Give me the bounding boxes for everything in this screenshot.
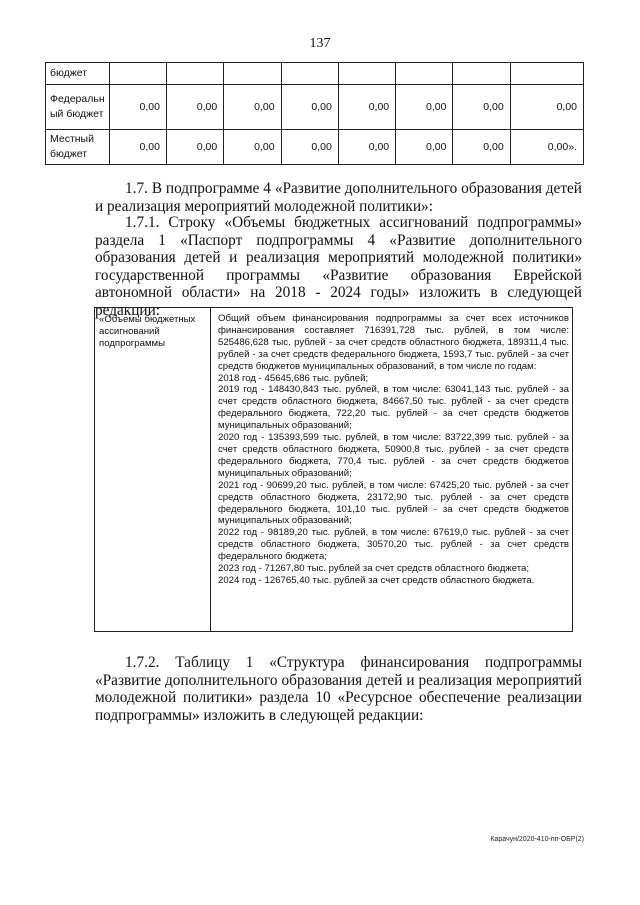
paragraph-1-7-1	[95, 214, 582, 319]
budget-cell: 0,00	[281, 130, 338, 165]
paragraph-1-7-2-text: 1.7.2. Таблицу 1 «Структура финансирования подпрограммы «Развитие дополнительного образования детей и реализация мероприятий молодежной политики» раздела 10 «Ресурсное обеспечение реализации подпрограммы» изложить в следующей редакции:	[95, 654, 582, 724]
passport-entry: 2022 год - 98189,20 тыс. рублей, в том числе: 67619,0 тыс. рублей - за счет средств областного бюджета, 30570,20 тыс. рублей - за счет средств федерального бюджета;	[218, 527, 569, 563]
paragraph-1-7-text: 1.7. В подпрограмме 4 «Развитие дополнительного образования детей и реализация мероприятий молодежной политики»:	[95, 180, 582, 215]
budget-cell	[510, 63, 583, 85]
budget-cell: 0,00	[166, 85, 223, 130]
budget-cell: 0,00	[281, 85, 338, 130]
budget-cell: 0,00	[338, 130, 395, 165]
passport-content	[214, 308, 572, 631]
budget-cell: 0,00	[396, 85, 453, 130]
passport-entry: 2018 год - 45645,686 тыс. рублей;	[218, 372, 369, 384]
budget-row-label: Местный бюджет	[46, 130, 110, 165]
budget-cell: 0,00	[224, 130, 281, 165]
budget-row	[46, 130, 584, 165]
budget-cell	[396, 63, 453, 85]
budget-cell	[281, 63, 338, 85]
budget-cell: 0,00	[396, 130, 453, 165]
passport-entry: 2021 год - 90699,20 тыс. рублей, в том числе: 67425,20 тыс. рублей - за счет средств областного бюджета, 23172,90 тыс. рублей - за счет средств федерального бюджета, 101,10 тыс. рублей - за счет средств бюджетов муниципальных образований;	[218, 479, 569, 527]
document-code: Карачун/2020-410-пп-ОБР(2)	[490, 836, 584, 843]
budget-table	[45, 62, 584, 165]
paragraph-1-7-1-text: 1.7.1. Строку «Объемы бюджетных ассигнований подпрограммы» раздела 1 «Паспорт подпрограммы 4 «Развитие дополнительного образования детей и реализация мероприятий молодежной политики» государственной программы «Развитие образования Еврейской автономной области» на 2018 - 2024 годы» изложить в следующей редакции:	[95, 214, 582, 319]
budget-row-label: бюджет	[46, 63, 110, 85]
paragraph-1-7	[95, 180, 582, 215]
budget-row	[46, 85, 584, 130]
passport-entry: Общий объем финансирования подпрограммы за счет всех источников финансирования составляет 716391,728 тыс. рублей, в том числе: 525486,628 тыс. рублей - за счет средств областного бюджета, 189311,4 тыс. рублей - за счет средств федерального бюджета, 1593,7 тыс. рублей - за счет средств бюджетов муниципальных образований, в том числе по годам:	[218, 313, 569, 372]
passport-entry: 2024 год - 126765,40 тыс. рублей за счет средств областного бюджета.	[218, 574, 535, 586]
budget-cell	[166, 63, 223, 85]
budget-row-label: Федеральн ый бюджет	[46, 85, 110, 130]
passport-table	[94, 307, 573, 632]
budget-cell: 0,00	[453, 130, 510, 165]
budget-cell: 0,00».	[510, 130, 583, 165]
budget-cell: 0,00	[109, 130, 166, 165]
budget-cell: 0,00	[338, 85, 395, 130]
budget-cell: 0,00	[224, 85, 281, 130]
page-number: 137	[309, 36, 331, 51]
passport-entry: 2020 год - 135393,599 тыс. рублей, в том числе: 83722,399 тыс. рублей - за счет средств областного бюджета, 50900,8 тыс. рублей - за счет средств федерального бюджета, 770,4 тыс. рублей - за счет средств бюджетов муниципальных образований;	[218, 432, 569, 479]
budget-cell: 0,00	[510, 85, 583, 130]
budget-cell: 0,00	[453, 85, 510, 130]
budget-row	[46, 63, 584, 85]
passport-entry: 2019 год - 148430,843 тыс. рублей, в том числе: 63041,143 тыс. рублей - за счет средств областного бюджета, 84667,50 тыс. рублей - за счет средств федерального бюджета, 722,20 тыс. рублей - за счет средств бюджетов муниципальных образований;	[218, 384, 569, 432]
passport-entry: 2023 год - 71267,80 тыс. рублей за счет средств областного бюджета;	[218, 563, 530, 575]
passport-label: «Объемы бюджетных ассигнований подпрограммы	[95, 308, 211, 631]
budget-cell: 0,00	[109, 85, 166, 130]
budget-cell	[109, 63, 166, 85]
budget-cell	[453, 63, 510, 85]
paragraph-1-7-2	[95, 654, 582, 724]
budget-cell	[224, 63, 281, 85]
budget-cell	[338, 63, 395, 85]
budget-cell: 0,00	[166, 130, 223, 165]
